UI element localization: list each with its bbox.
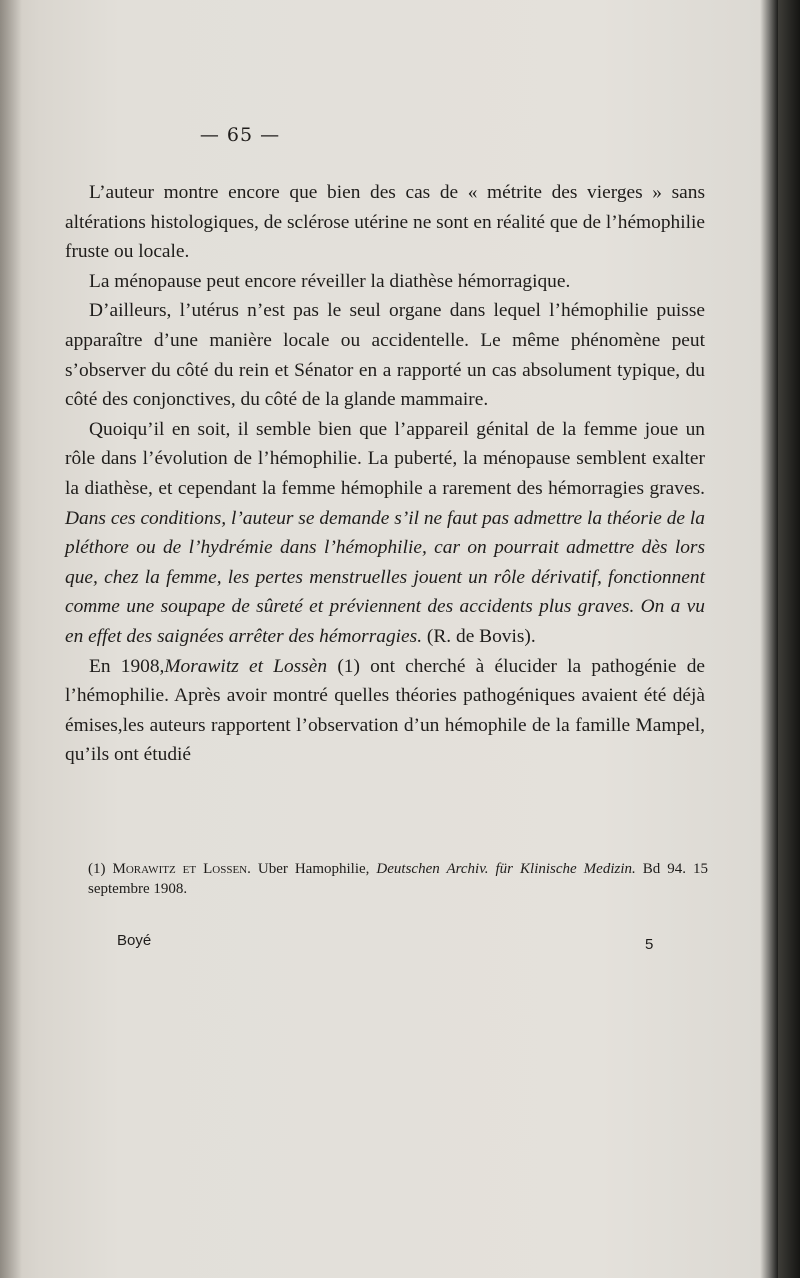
- paragraph-1: L’auteur montre encore que bien des cas de « métrite des vierges » sans altérations histologiques, de sclérose utérine ne sont en réalité que de l’hémophilie fruste ou locale.: [65, 182, 705, 263]
- paragraph-5-end: ont cherché à élucider la pathogénie de l’hémophilie. Après avoir montré quelles théories pathogéniques avaient été déjà émises,les auteurs rapportent l’observation d’un hémophile de la famille Mampel, qu’ils ont étudié: [65, 655, 705, 766]
- paragraph-5: [65, 652, 705, 770]
- footnote-authors: Morawitz et Lossen.: [112, 861, 251, 877]
- paragraph-4-italic: Dans ces conditions, l’auteur se demande s’il ne faut pas admettre la théorie de la pléthore ou de l’hydrémie dans l’hémophilie, car on pourrait admettre dès lors que, chez la femme, les pertes menstruelles jouent un rôle dérivatif, fonctionnent comme une soupape de sûreté et préviennent des accidents plus graves. On a vu en effet des saignées arrêter des hémorragies.: [65, 507, 705, 647]
- paragraph-3: D’ailleurs, l’utérus n’est pas le seul organe dans lequel l’hémophilie puisse apparaître d’une manière locale ou accidentelle. Le même phénomène peut s’observer du côté du rein et Sénator en a rapporté un cas absolument typique, du côté des conjonctives, du côté de la glande mammaire.: [65, 300, 705, 411]
- footnote: [88, 859, 708, 899]
- paragraph-4-citation: (R. de Bovis).: [426, 625, 536, 647]
- footnote-journal: Deutschen Archiv. für Klinische Medizin.: [376, 861, 636, 877]
- page-number: — 65 —: [199, 124, 281, 146]
- page-binding-shadow: [0, 0, 22, 1278]
- signature-number: 5: [645, 936, 654, 953]
- footnote-details: Bd 94. 15 septembre 1908.: [88, 861, 709, 897]
- footnote-reference: (1): [337, 655, 360, 677]
- paragraph-4-start: Quoiqu’il en soit, il semble bien que l’appareil génital de la femme joue un rôle dans l’évolution de l’hémophilie. La puberté, la ménopause semblent exalter la diathèse, et cependant la femme hémophile a rarement des hémorragies graves.: [65, 418, 705, 499]
- paragraph-2: La ménopause peut encore réveiller la diathèse hémorragique.: [89, 270, 571, 292]
- paragraph-5-authors: Morawitz et Lossèn: [164, 655, 328, 677]
- signature-mark: Boyé: [117, 932, 152, 949]
- footnote-title: Uber Hamophilie,: [257, 861, 370, 877]
- body-text: [65, 178, 705, 770]
- page-edge-shadow: [778, 0, 800, 1278]
- footnote-marker: (1): [88, 861, 106, 877]
- paragraph-5-start: En 1908,: [89, 655, 165, 677]
- paragraph-4: [65, 415, 705, 652]
